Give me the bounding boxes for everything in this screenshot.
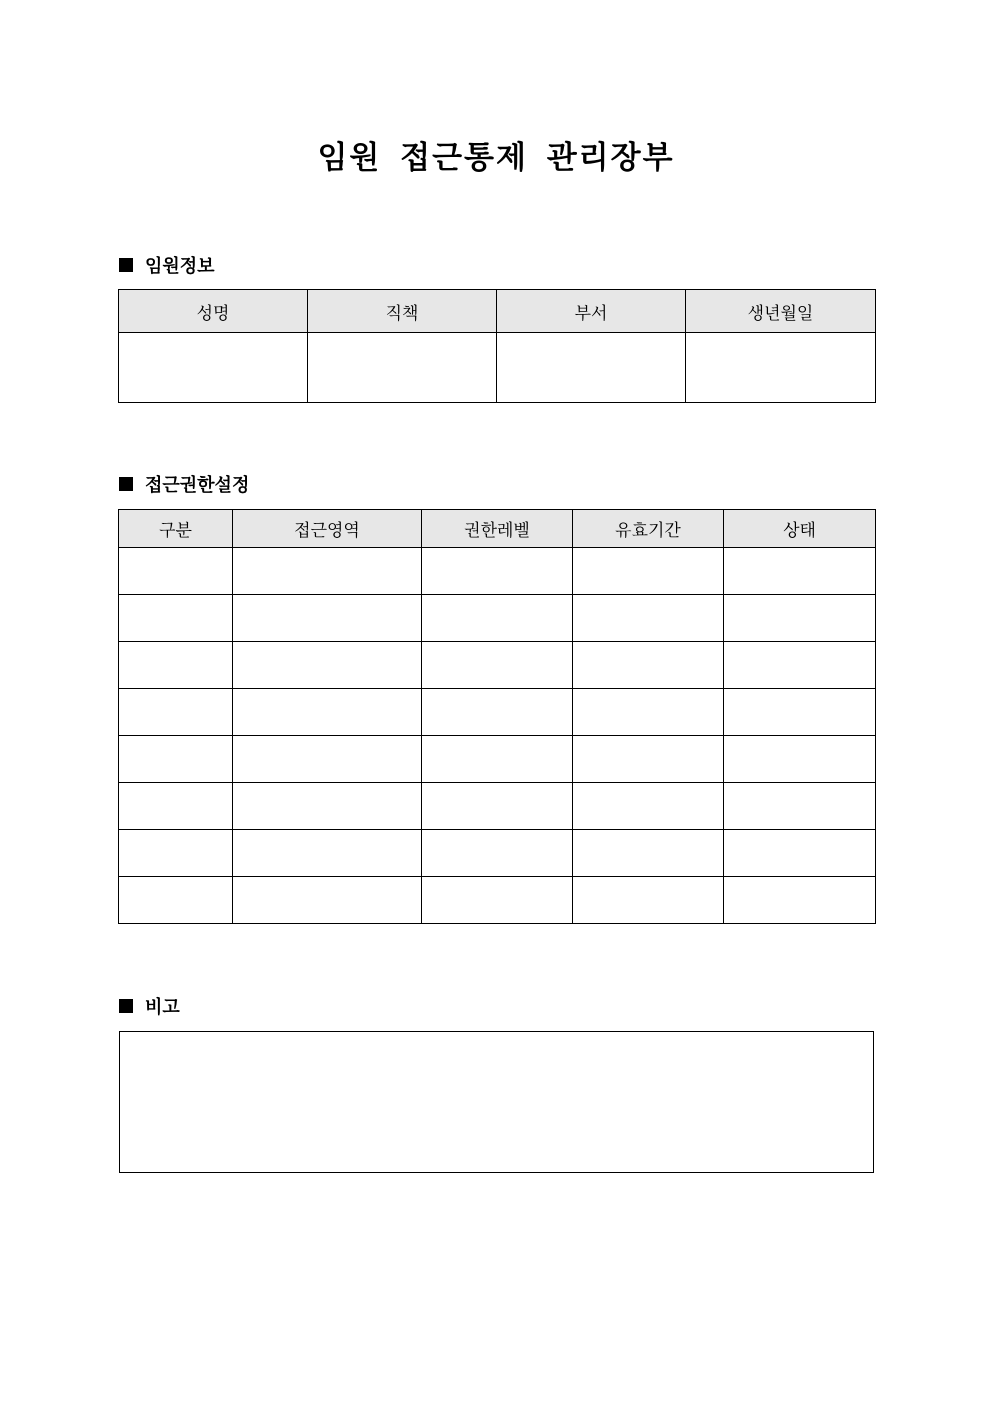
table-row [119, 736, 876, 783]
column-header-category: 구분 [119, 510, 233, 548]
category-cell[interactable] [119, 783, 233, 830]
position-cell[interactable] [308, 333, 497, 403]
access-area-cell[interactable] [233, 736, 422, 783]
access-area-cell[interactable] [233, 642, 422, 689]
category-cell[interactable] [119, 548, 233, 595]
table-row [119, 830, 876, 877]
category-cell[interactable] [119, 830, 233, 877]
table-row [119, 548, 876, 595]
column-header-permission-level: 권한레벨 [422, 510, 573, 548]
section-notes [119, 994, 180, 1018]
column-header-validity-period: 유효기간 [573, 510, 724, 548]
status-cell[interactable] [724, 595, 876, 642]
column-header-status: 상태 [724, 510, 876, 548]
access-area-cell[interactable] [233, 877, 422, 924]
section-label: 비고 [145, 997, 180, 1018]
access-area-cell[interactable] [233, 830, 422, 877]
section-label: 접근권한설정 [145, 475, 250, 496]
square-bullet-icon [119, 477, 133, 491]
category-cell[interactable] [119, 877, 233, 924]
permission-level-cell[interactable] [422, 736, 573, 783]
column-header-name: 성명 [119, 290, 308, 333]
permission-level-cell[interactable] [422, 830, 573, 877]
access-area-cell[interactable] [233, 689, 422, 736]
status-cell[interactable] [724, 548, 876, 595]
category-cell[interactable] [119, 736, 233, 783]
validity-period-cell[interactable] [573, 642, 724, 689]
permission-level-cell[interactable] [422, 595, 573, 642]
section-executive-info [119, 253, 215, 277]
table-row [119, 595, 876, 642]
column-header-access-area: 접근영역 [233, 510, 422, 548]
validity-period-cell[interactable] [573, 783, 724, 830]
permission-level-cell[interactable] [422, 642, 573, 689]
category-cell[interactable] [119, 689, 233, 736]
status-cell[interactable] [724, 736, 876, 783]
table-row [119, 689, 876, 736]
department-cell[interactable] [497, 333, 686, 403]
permission-level-cell[interactable] [422, 548, 573, 595]
status-cell[interactable] [724, 642, 876, 689]
validity-period-cell[interactable] [573, 830, 724, 877]
validity-period-cell[interactable] [573, 877, 724, 924]
table-row [119, 333, 876, 403]
table-row [119, 877, 876, 924]
table-row [119, 783, 876, 830]
validity-period-cell[interactable] [573, 736, 724, 783]
table-header-row [119, 290, 876, 333]
status-cell[interactable] [724, 783, 876, 830]
access-area-cell[interactable] [233, 595, 422, 642]
column-header-position: 직책 [308, 290, 497, 333]
validity-period-cell[interactable] [573, 595, 724, 642]
square-bullet-icon [119, 258, 133, 272]
executive-info-table [118, 289, 876, 403]
table-header-row [119, 510, 876, 548]
birthdate-cell[interactable] [686, 333, 876, 403]
category-cell[interactable] [119, 595, 233, 642]
permission-level-cell[interactable] [422, 783, 573, 830]
column-header-department: 부서 [497, 290, 686, 333]
page-title: 임원 접근통제 관리장부 [317, 140, 675, 176]
access-area-cell[interactable] [233, 548, 422, 595]
column-header-birthdate: 생년월일 [686, 290, 876, 333]
notes-box[interactable] [119, 1031, 874, 1173]
table-row [119, 642, 876, 689]
permission-level-cell[interactable] [422, 689, 573, 736]
square-bullet-icon [119, 999, 133, 1013]
validity-period-cell[interactable] [573, 689, 724, 736]
status-cell[interactable] [724, 877, 876, 924]
category-cell[interactable] [119, 642, 233, 689]
status-cell[interactable] [724, 830, 876, 877]
access-settings-table [118, 509, 876, 924]
name-cell[interactable] [119, 333, 308, 403]
section-access-settings [119, 472, 249, 496]
section-label: 임원정보 [145, 256, 215, 277]
permission-level-cell[interactable] [422, 877, 573, 924]
access-area-cell[interactable] [233, 783, 422, 830]
status-cell[interactable] [724, 689, 876, 736]
validity-period-cell[interactable] [573, 548, 724, 595]
